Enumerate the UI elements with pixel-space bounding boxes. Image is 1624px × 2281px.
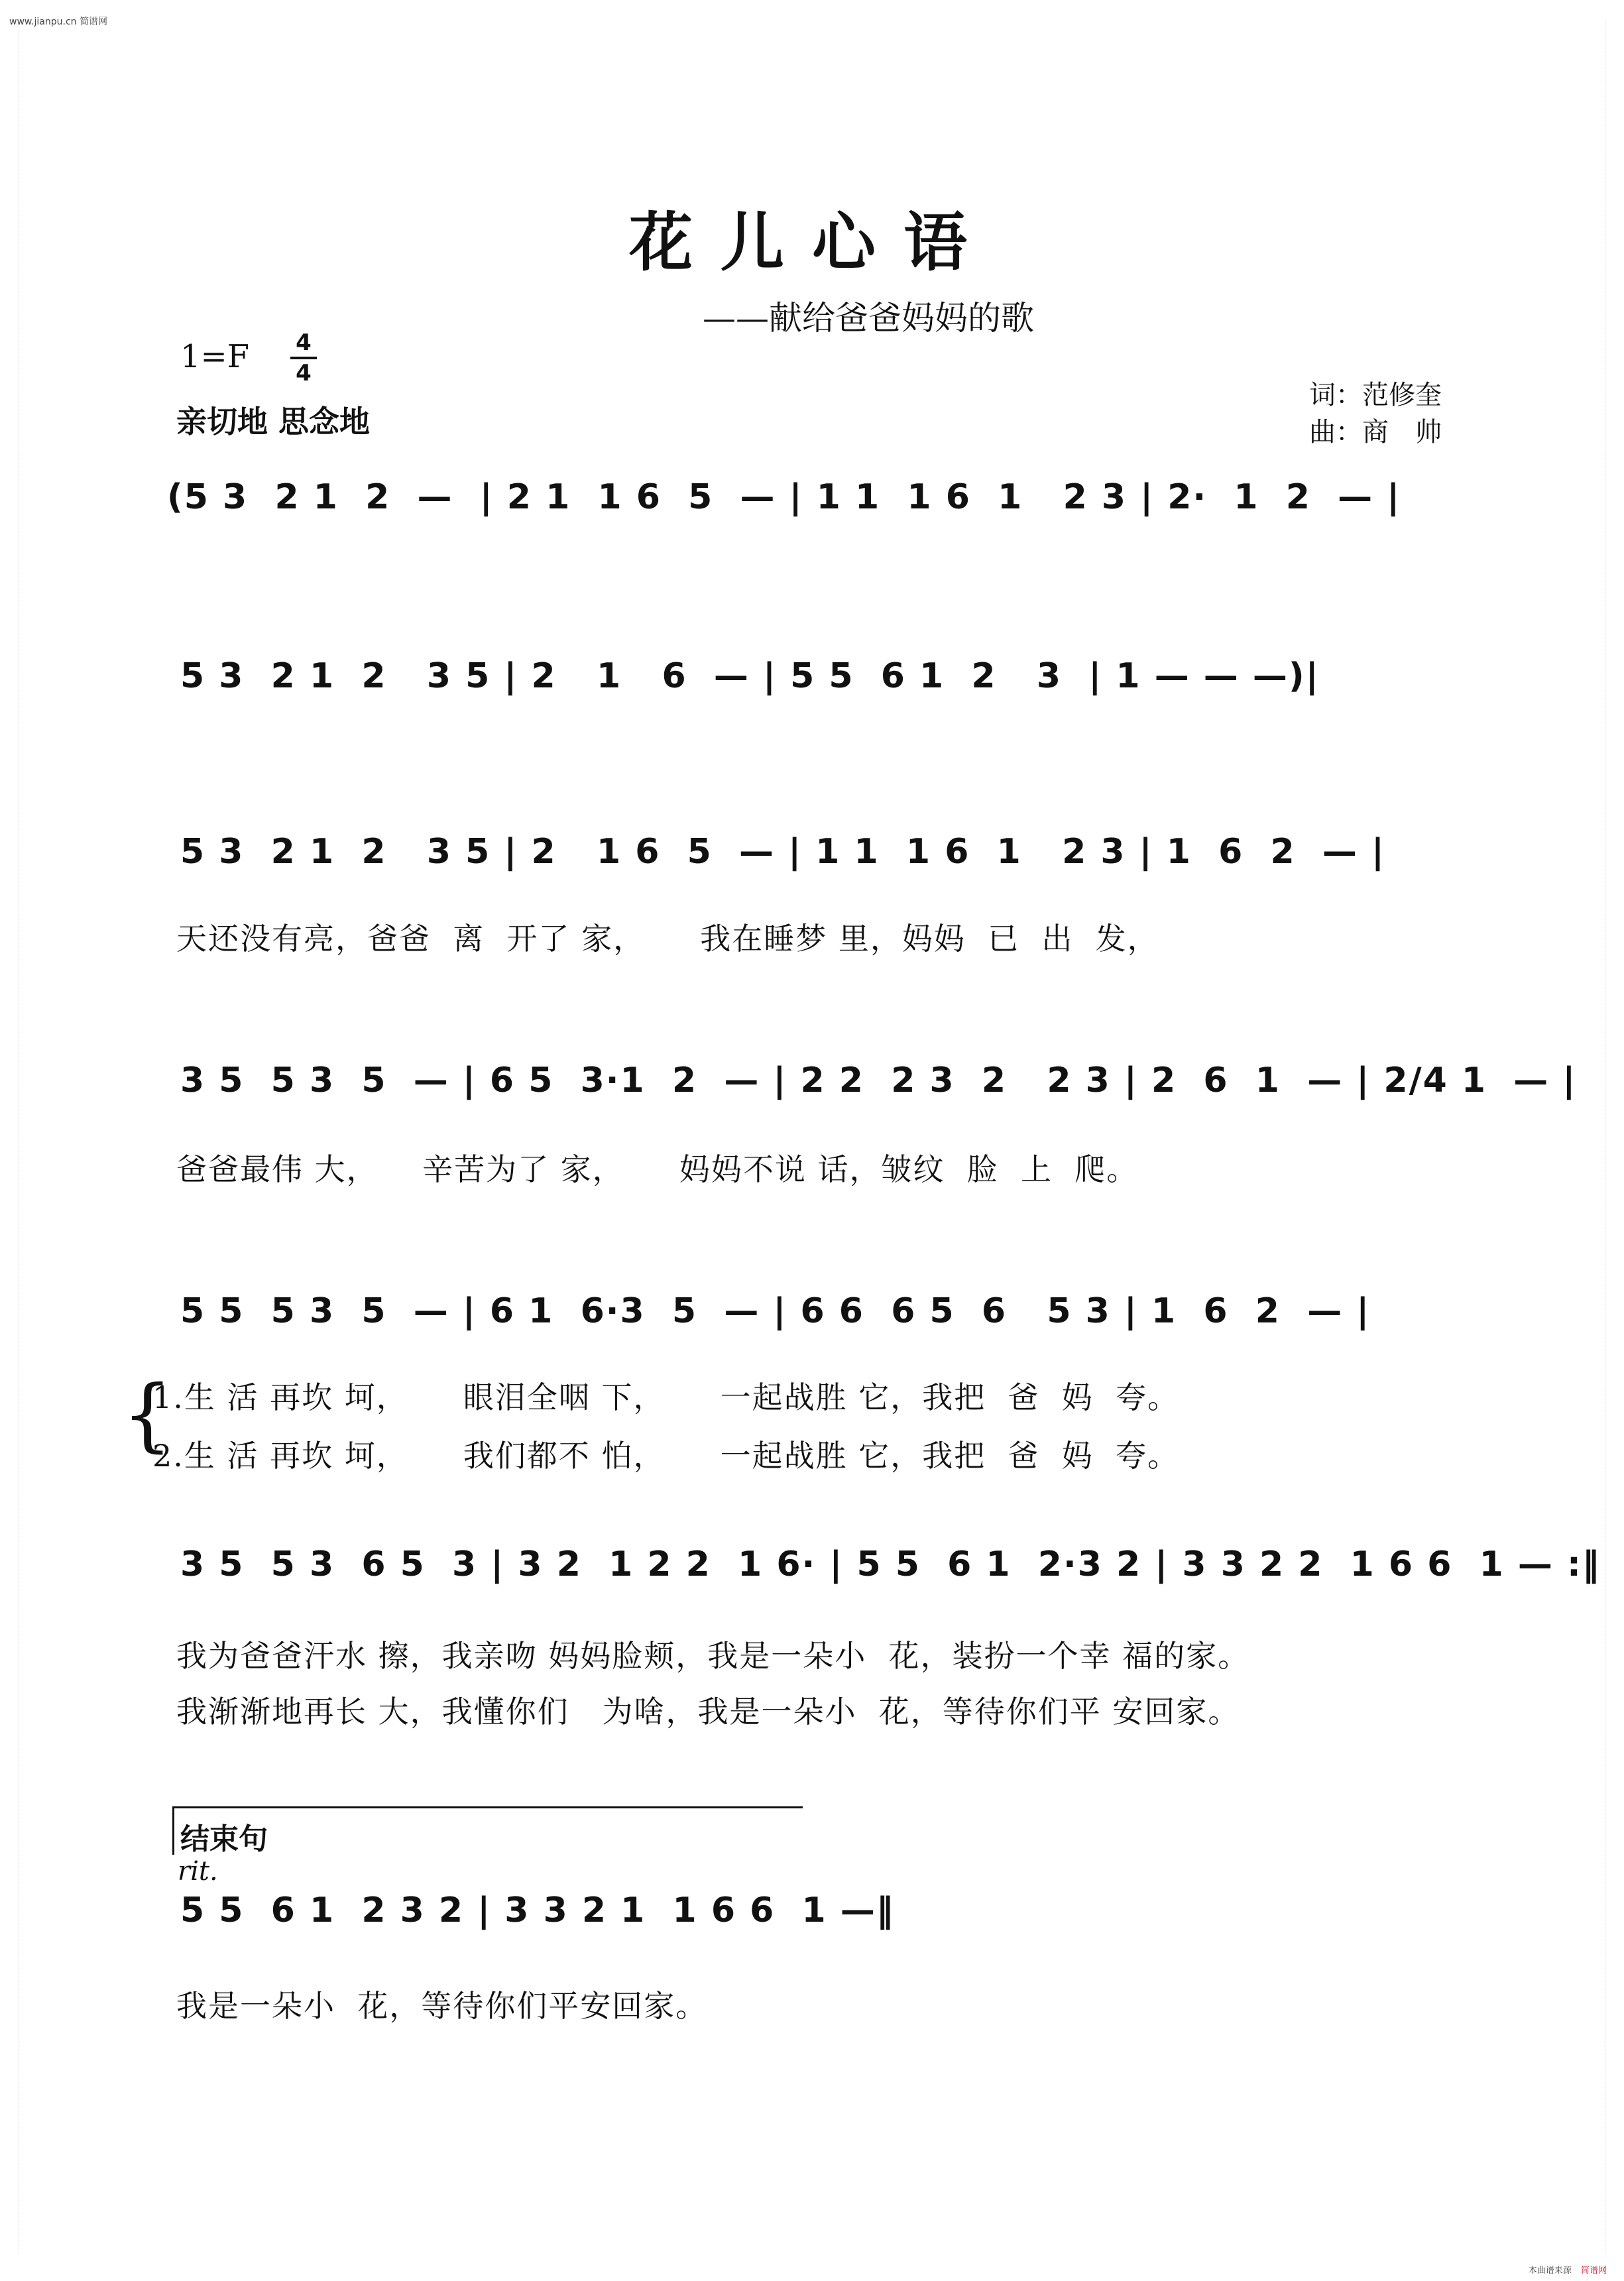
lyric-line-5-verse-2: 2.生 活 再坎 坷， 我们都不 怕， 一起战胜 它，我把 爸 妈 夸。 [152,1438,1179,1474]
music-line-5: 5 5 5 3 5 — | 6 1 6·3 5 — | 6 6 6 5 6 5 3 | 1 6 2 — | [180,1291,1371,1331]
time-signature [290,330,317,386]
time-signature-bottom: 4 [296,360,312,386]
music-line-1: (5 3 2 1 2 — | 2 1 1 6 5 — | 1 1 1 6 1 2 3 | 2· 1 2 — | [167,477,1401,517]
song-title: 花儿心语 [629,205,995,280]
music-line-4: 3 5 5 3 5 — | 6 5 3·1 2 — | 2 2 2 3 2 2 3 | 2 6 1 — | 2/4 1 — | [180,1061,1577,1100]
music-line-ending: 5 5 6 1 2 3 2 | 3 3 2 1 1 6 6 1 —‖ [180,1891,895,1930]
ending-label: 结束句 [180,1822,268,1856]
tempo-marking: 亲切地 思念地 [176,404,371,439]
song-subtitle: ——献给爸爸妈妈的歌 [703,299,1034,337]
verse-brace: { [122,1369,173,1461]
left-margin-watermark-strip [4,20,19,2254]
lyric-line-3: 天还没有亮，爸爸 离 开了 家， 我在睡梦 里，妈妈 已 出 发， [176,921,1159,957]
lyricist: 词：范修奎 [1309,380,1442,410]
music-line-6: 3 5 5 3 6 5 3 | 3 2 1 2 2 1 6· | 5 5 6 1 2·3 2 | 3 3 2 2 1 6 6 1 — :‖ [180,1545,1601,1584]
time-signature-line [290,357,317,359]
bottom-watermark [1529,2263,1607,2276]
top-watermark: www.jianpu.cn 简谱网 [9,17,107,27]
credits [1309,377,1442,451]
lyric-line-6-verse-1: 我为爸爸汗水 擦，我亲吻 妈妈脸颊，我是一朵小 花，装扮一个幸 福的家。 [176,1638,1250,1674]
time-signature-top: 4 [296,329,312,356]
lyric-line-ending: 我是一朵小 花，等待你们平安回家。 [176,1988,708,2024]
bottom-watermark-site: 简谱网 [1580,2266,1607,2276]
lyric-line-4: 爸爸最伟 大， 辛苦为了 家， 妈妈不说 话，皱纹 脸 上 爬。 [176,1151,1139,1187]
right-margin-watermark-strip [1605,20,1620,2254]
lyric-line-6-verse-2: 我渐渐地再长 大，我懂你们 为啥，我是一朵小 花，等待你们平 安回家。 [176,1694,1240,1729]
music-line-3: 5 3 2 1 2 3 5 | 2 1 6 5 — | 1 1 1 6 1 2 3 | 1 6 2 — | [180,832,1386,872]
key-signature: 1=F [180,338,250,375]
bottom-watermark-source: 本曲谱来源 [1528,2266,1572,2276]
music-line-2: 5 3 2 1 2 3 5 | 2 1 6 — | 5 5 6 1 2 3 | 1 — — —)| [180,656,1320,696]
ritardando-marking: rit. [178,1856,218,1887]
composer: 曲：商 帅 [1309,417,1442,447]
lyric-line-5-verse-1: 1.生 活 再坎 坷， 眼泪全咽 下， 一起战胜 它，我把 爸 妈 夸。 [152,1379,1179,1415]
